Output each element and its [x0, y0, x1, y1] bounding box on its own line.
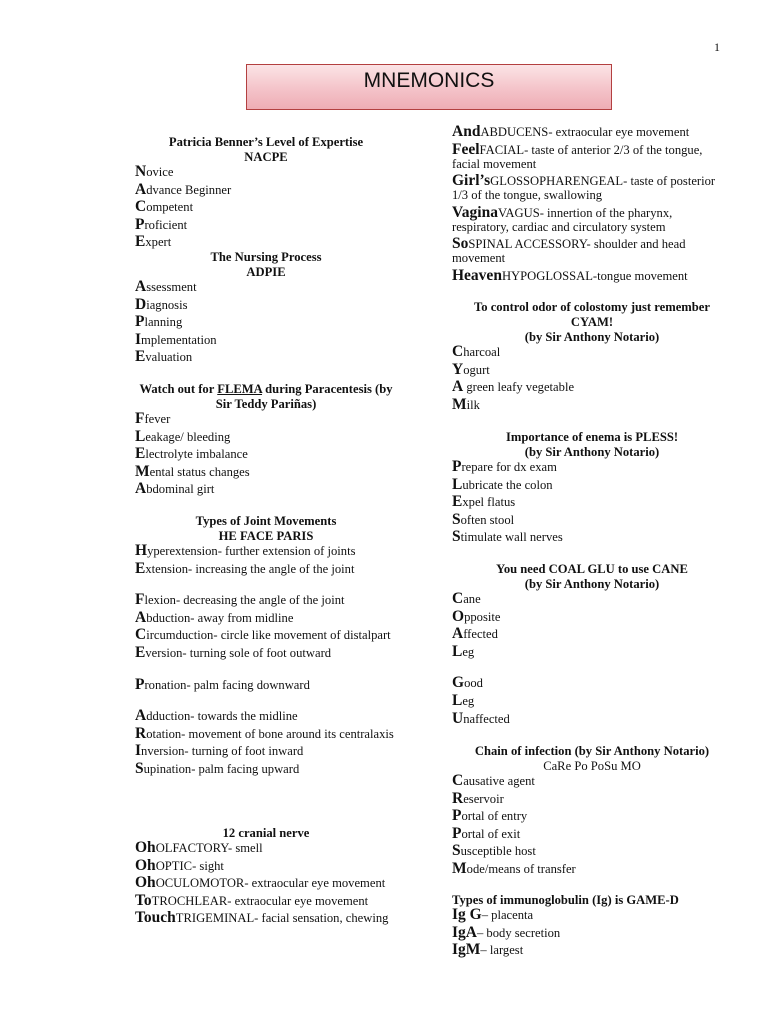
- list-item: [135, 165, 397, 179]
- list-item: [135, 759, 397, 777]
- item-text: ronation- palm facing downward: [144, 677, 310, 692]
- nerve-function: - smell: [228, 841, 263, 855]
- list-item: [452, 510, 732, 528]
- section-acronym: HE FACE PARIS: [218, 529, 314, 543]
- list-item: [135, 608, 397, 626]
- initial-letter: E: [135, 445, 146, 463]
- list-item: [135, 876, 397, 890]
- initial-letter: L: [135, 427, 146, 445]
- initial-letter: G: [452, 674, 465, 692]
- list-item: [452, 859, 732, 877]
- list-item: [135, 911, 397, 925]
- list-item: [452, 709, 732, 727]
- section-benner: [135, 135, 397, 253]
- section-acronym: NACPE: [244, 150, 288, 164]
- list-item: [452, 627, 732, 641]
- section-heading: Importance of enema is PLESS!: [505, 430, 679, 444]
- initial-letter: I: [135, 742, 142, 760]
- initial-letter: R: [135, 724, 147, 742]
- heading-text: Watch out for: [139, 382, 218, 396]
- initial-letter: L: [452, 642, 463, 660]
- list-item: [135, 427, 397, 445]
- heading-underlined: FLEMA: [217, 382, 263, 396]
- initial-letter: A: [135, 480, 147, 498]
- list-item: [135, 482, 397, 496]
- initial-letter: A: [135, 278, 147, 295]
- list-item: [452, 607, 732, 625]
- nerve-name: HYPOGLOSSAL: [501, 268, 593, 283]
- initial-letter: S: [135, 759, 144, 777]
- item-text: ssessment: [146, 280, 197, 294]
- item-list: [135, 544, 397, 576]
- nerve-name: OCULOMOTOR: [155, 876, 245, 891]
- initial-letter: N: [135, 163, 147, 180]
- section-acronym: CaRe Po PoSu MO: [543, 759, 641, 773]
- item-text: bdominal girt: [146, 482, 215, 497]
- immunoglobulin-description: – largest: [480, 943, 524, 958]
- item-list: [452, 125, 732, 283]
- initial-letter: C: [452, 772, 464, 789]
- initial-letter: P: [135, 675, 145, 693]
- item-text: often stool: [460, 512, 515, 527]
- initial-letter: E: [135, 559, 146, 577]
- initial-letter: P: [135, 215, 145, 233]
- initial-letter: P: [452, 807, 462, 825]
- item-text: repare for dx exam: [461, 460, 557, 474]
- list-item: [452, 495, 732, 509]
- list-item: [135, 235, 397, 249]
- item-text: eservoir: [463, 791, 504, 806]
- initial-letter: M: [135, 462, 150, 480]
- immunoglobulin-description: – placenta: [481, 908, 534, 922]
- list-item: [452, 592, 732, 606]
- immunoglobulin-type: Ig G: [452, 906, 482, 923]
- item-text: ircumduction- circle like movement of distalpart: [146, 628, 391, 643]
- item-text: ompetent: [146, 200, 194, 215]
- list-item: [452, 475, 732, 493]
- list-item: [452, 360, 732, 378]
- initial-letter: F: [135, 410, 145, 427]
- list-item: [452, 908, 732, 922]
- item-list: [452, 592, 732, 659]
- item-text: xpel flatus: [462, 495, 516, 510]
- item-list: [135, 412, 397, 496]
- item-text: usceptible host: [460, 844, 536, 859]
- item-list: [452, 676, 732, 725]
- initial-letter: M: [452, 395, 467, 413]
- initial-letter: D: [135, 295, 147, 313]
- initial-letter: E: [135, 348, 146, 366]
- list-item: [452, 380, 732, 394]
- list-item: [452, 460, 732, 474]
- nerve-function: - facial sensation, chewing: [254, 911, 389, 926]
- initial-letter: P: [135, 313, 145, 331]
- item-text: lectrolyte imbalance: [145, 447, 248, 462]
- section-author: (by Sir Anthony Notario): [524, 330, 660, 344]
- item-text: roficient: [144, 217, 188, 232]
- item-text: bduction- away from midline: [146, 610, 294, 625]
- mnemonic-word: So: [452, 235, 469, 253]
- nerve-name: TROCHLEAR: [151, 893, 228, 908]
- initial-letter: C: [452, 590, 464, 607]
- initial-letter: S: [452, 510, 461, 528]
- list-item: [452, 237, 732, 265]
- item-list: [135, 841, 397, 925]
- item-text: dvance Beginner: [146, 182, 232, 197]
- page-number: 1: [714, 40, 720, 54]
- item-text: green leafy vegetable: [463, 380, 575, 395]
- list-item: [135, 200, 397, 214]
- item-list: [135, 675, 397, 693]
- title-banner: [246, 64, 612, 110]
- initial-letter: P: [452, 824, 462, 842]
- item-text: yperextension- further extension of joints: [147, 544, 356, 558]
- item-list: [452, 345, 732, 412]
- immunoglobulin-description: – body secretion: [476, 925, 561, 940]
- nerve-name: OLFACTORY: [155, 841, 229, 855]
- initial-letter: A: [452, 378, 464, 396]
- list-item: [135, 643, 397, 661]
- list-item: [452, 395, 732, 413]
- nerve-name: FACIAL: [479, 142, 525, 157]
- mnemonic-word: Feel: [452, 140, 480, 158]
- list-item: [135, 330, 397, 348]
- mnemonic-word: Heaven: [452, 266, 502, 284]
- list-item: [135, 841, 397, 855]
- item-text: otation- movement of bone around its centralaxis: [146, 726, 394, 741]
- initial-letter: U: [452, 709, 464, 727]
- item-text: ausative agent: [463, 774, 535, 788]
- list-item: [452, 789, 732, 807]
- nerve-function: -tongue movement: [592, 268, 688, 283]
- nerve-name: ABDUCENS: [480, 125, 549, 139]
- initial-letter: S: [452, 528, 461, 546]
- initial-letter: C: [135, 198, 147, 216]
- item-list: [135, 165, 397, 249]
- nerve-function: - sight: [192, 858, 224, 873]
- list-item: [135, 744, 397, 758]
- nerve-name: OPTIC: [155, 858, 193, 873]
- mnemonic-word: Oh: [135, 874, 156, 892]
- list-item: [135, 675, 397, 693]
- section-cranial-nerves: [135, 826, 397, 929]
- item-list: [135, 593, 397, 660]
- nerve-function: - taste of anterior 2/3 of the tongue, facial movement: [452, 142, 703, 171]
- section-heading: 12 cranial nerve: [222, 826, 310, 840]
- item-text: ovice: [146, 165, 174, 179]
- section-heading: Chain of infection (by Sir Anthony Notario): [474, 744, 710, 758]
- item-text: version- turning sole of foot outward: [145, 645, 332, 660]
- nerve-function: - extraocular eye movement: [227, 893, 369, 908]
- item-text: ilk: [466, 397, 480, 412]
- initial-letter: A: [452, 625, 464, 643]
- initial-letter: P: [452, 458, 462, 475]
- list-item: [452, 774, 732, 788]
- item-text: ental status changes: [149, 464, 250, 479]
- item-text: upination- palm facing upward: [143, 761, 300, 776]
- item-text: xpert: [145, 235, 172, 250]
- section-heading: Types of immunoglobulin (Ig) is GAME-D: [452, 893, 679, 907]
- initial-letter: L: [452, 475, 463, 493]
- mnemonic-word: Oh: [135, 839, 156, 856]
- initial-letter: E: [452, 493, 463, 511]
- nerve-name: TRIGEMINAL: [175, 911, 255, 926]
- list-item: [452, 642, 732, 660]
- section-heading: To control odor of colostomy just remember CYAM!: [474, 300, 710, 329]
- item-text: lanning: [144, 315, 183, 330]
- list-item: [135, 462, 397, 480]
- section-heading: [135, 382, 397, 412]
- list-item: [135, 628, 397, 642]
- section-heading: You need COAL GLU to use CANE: [496, 562, 688, 576]
- item-text: ubricate the colon: [462, 477, 553, 492]
- nerve-name: VAGUS: [497, 205, 540, 220]
- item-text: harcoal: [463, 345, 501, 359]
- section-immunoglobulin: [452, 893, 732, 961]
- initial-letter: E: [135, 233, 146, 251]
- item-list: [452, 460, 732, 544]
- mnemonic-word: And: [452, 123, 481, 140]
- immunoglobulin-type: IgM: [452, 941, 481, 959]
- initial-letter: R: [452, 789, 464, 807]
- initial-letter: A: [135, 608, 147, 626]
- list-item: [452, 203, 732, 234]
- list-item: [452, 530, 732, 544]
- list-item: [452, 266, 732, 284]
- mnemonic-word: To: [135, 891, 152, 909]
- initial-letter: Y: [452, 360, 464, 378]
- list-item: [135, 350, 397, 364]
- list-item: [135, 447, 397, 461]
- mnemonic-word: Girl’s: [452, 172, 491, 190]
- list-item: [135, 315, 397, 329]
- list-item: [452, 140, 732, 171]
- initial-letter: C: [452, 343, 464, 360]
- item-text: ane: [463, 592, 481, 606]
- list-item: [135, 180, 397, 198]
- nerve-function: - extraocular eye movement: [548, 125, 690, 139]
- nerve-function: - taste of posterior 1/3 of the tongue, swallowing: [452, 174, 716, 203]
- list-item: [135, 544, 397, 558]
- item-text: valuation: [145, 350, 193, 365]
- section-nursing-process: [135, 250, 397, 368]
- nerve-name: SPINAL ACCESSORY: [468, 237, 587, 252]
- list-item: [452, 125, 732, 139]
- list-item: [135, 295, 397, 313]
- initial-letter: C: [135, 626, 147, 644]
- item-text: iagnosis: [146, 297, 188, 312]
- list-item: [452, 844, 732, 858]
- initial-letter: H: [135, 542, 148, 559]
- list-item: [452, 676, 732, 690]
- initial-letter: O: [452, 607, 465, 625]
- initial-letter: A: [135, 180, 147, 198]
- item-list: [135, 280, 397, 364]
- list-item: [452, 345, 732, 359]
- section-author: (by Sir Anthony Notario): [524, 445, 660, 459]
- item-text: eakage/ bleeding: [145, 429, 231, 444]
- section-coal-glu-cane: [452, 562, 732, 729]
- item-text: mplementation: [141, 332, 217, 347]
- section-chain-of-infection: [452, 744, 732, 880]
- immunoglobulin-type: IgA: [452, 923, 477, 941]
- list-item: [452, 824, 732, 842]
- item-text: ffected: [463, 627, 498, 642]
- initial-letter: S: [452, 842, 461, 860]
- item-text: eg: [462, 644, 475, 659]
- item-text: ood: [464, 676, 483, 691]
- list-item: [452, 174, 732, 202]
- list-item: [135, 280, 397, 294]
- list-item: [135, 412, 397, 426]
- item-text: pposite: [464, 609, 501, 624]
- initial-letter: M: [452, 859, 467, 877]
- initial-letter: F: [135, 591, 145, 609]
- item-text: nversion- turning of foot inward: [141, 744, 304, 759]
- initial-letter: E: [135, 643, 146, 661]
- item-text: ode/means of transfer: [466, 861, 576, 876]
- section-cyam: [452, 300, 732, 415]
- item-text: naffected: [463, 711, 510, 726]
- section-acronym: ADPIE: [246, 265, 286, 279]
- nerve-function: - shoulder and head movement: [452, 237, 686, 266]
- nerve-name: GLOSSOPHARENGEAL: [490, 174, 624, 189]
- item-list: [452, 908, 732, 957]
- mnemonic-word: Vagina: [452, 203, 498, 221]
- section-cranial-nerves-continued: [452, 125, 732, 287]
- section-flema: [135, 382, 397, 500]
- item-text: timulate wall nerves: [460, 530, 563, 545]
- list-item: [452, 809, 732, 823]
- list-item: [452, 923, 732, 941]
- initial-letter: I: [135, 330, 142, 348]
- section-author: (by Sir Anthony Notario): [524, 577, 660, 591]
- list-item: [135, 724, 397, 742]
- initial-letter: L: [452, 691, 463, 709]
- nerve-function: - innertion of the pharynx, respiratory, cardiac and circulatory system: [452, 205, 673, 234]
- item-text: ogurt: [463, 362, 490, 377]
- item-text: ortal of entry: [461, 809, 528, 824]
- section-pless: [452, 430, 732, 548]
- list-item: [135, 891, 397, 909]
- item-text: eg: [462, 693, 475, 708]
- section-joint-movements: [135, 514, 397, 780]
- list-item: [452, 691, 732, 709]
- item-list: [135, 709, 397, 776]
- list-item: [135, 559, 397, 577]
- initial-letter: A: [135, 707, 147, 725]
- list-item: [135, 856, 397, 874]
- list-item: [135, 215, 397, 233]
- heading-text: during Paracentesis (by Sir Teddy Pariñas): [215, 382, 393, 411]
- list-item: [452, 943, 732, 957]
- section-heading: Types of Joint Movements: [195, 514, 337, 528]
- mnemonic-word: Touch: [135, 909, 176, 927]
- item-text: ortal of exit: [461, 826, 521, 841]
- item-text: dduction- towards the midline: [146, 709, 298, 724]
- item-text: xtension- increasing the angle of the joint: [145, 561, 355, 576]
- item-text: fever: [144, 412, 171, 426]
- section-heading: Patricia Benner’s Level of Expertise: [168, 135, 364, 149]
- section-heading: The Nursing Process: [210, 250, 322, 264]
- nerve-function: - extraocular eye movement: [244, 876, 386, 891]
- mnemonic-word: Oh: [135, 856, 156, 874]
- page-title: MNEMONICS: [363, 69, 495, 92]
- item-list: [452, 774, 732, 876]
- list-item: [135, 593, 397, 607]
- list-item: [135, 709, 397, 723]
- item-text: lexion- decreasing the angle of the joint: [144, 593, 345, 608]
